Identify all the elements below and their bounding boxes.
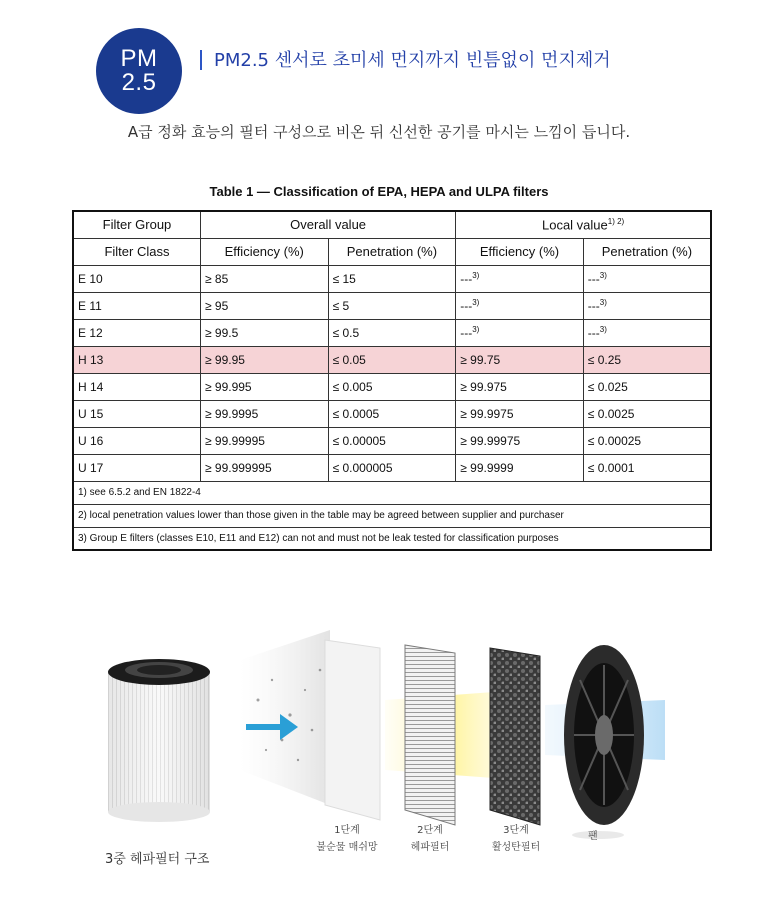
caption-stage1-name: 불순물 매쉬망 (316, 842, 378, 853)
table-note-row (73, 504, 711, 527)
table-row (73, 373, 711, 400)
cell-local-efficiency: ---$^{3)}$ (456, 292, 584, 319)
caption-fan: 팬 (588, 831, 598, 842)
table-row (73, 292, 711, 319)
caption-stage2 (400, 822, 460, 856)
header-local (456, 211, 711, 238)
headline-divider (200, 50, 202, 70)
dusty-air-stream (240, 630, 330, 805)
cell-class: E 11 (73, 292, 200, 319)
table-header-row (73, 211, 711, 238)
cell-overall-penetration: ≤ 0.005 (328, 373, 456, 400)
cell-overall-efficiency: ≥ 99.999995 (200, 454, 328, 481)
cell-local-penetration: ---$^{3)}$ (583, 265, 711, 292)
header-overall: Overall value (200, 211, 455, 238)
table-subheader-row (73, 238, 711, 265)
cell-overall-penetration: ≤ 0.0005 (328, 400, 456, 427)
cell-overall-efficiency: ≥ 99.5 (200, 319, 328, 346)
table-row (73, 319, 711, 346)
table-note-row (73, 527, 711, 550)
stage3-carbon-filter (490, 648, 540, 825)
cell-local-efficiency: ≥ 99.75 (456, 346, 584, 373)
cell-class: U 17 (73, 454, 200, 481)
stage1-mesh-filter (325, 640, 380, 820)
caption-triple-hepa: 3중 헤파필터 구조 (105, 852, 210, 867)
cell-class: H 13 (73, 346, 200, 373)
caption-stage3-title: 3단계 (503, 825, 529, 836)
cell-local-penetration: ≤ 0.0025 (583, 400, 711, 427)
caption-stage3 (484, 822, 548, 856)
cell-class: H 14 (73, 373, 200, 400)
cell-class: U 16 (73, 427, 200, 454)
header-filter-group: Filter Group (73, 211, 200, 238)
cell-overall-penetration: ≤ 0.000005 (328, 454, 456, 481)
header-local-penetration: Penetration (%) (583, 238, 711, 265)
filter-structure-illustration (0, 620, 758, 897)
header-local-sup: 1) 2) (607, 217, 625, 227)
table-note-row (73, 481, 711, 504)
cell-local-efficiency: ---$^{3)}$ (456, 319, 584, 346)
cell-overall-penetration: ≤ 0.00005 (328, 427, 456, 454)
caption-stage2-title: 2단계 (417, 825, 443, 836)
cell-overall-penetration: ≤ 0.5 (328, 319, 456, 346)
table-note: 3) Group E filters (classes E10, E11 and E12) can not and must not be leak tested for classification purposes (73, 527, 711, 550)
cell-local-efficiency: ≥ 99.975 (456, 373, 584, 400)
cell-local-efficiency: ---$^{3)}$ (456, 265, 584, 292)
header-filter-class: Filter Class (73, 238, 200, 265)
cell-local-efficiency: ≥ 99.99975 (456, 427, 584, 454)
cell-overall-efficiency: ≥ 99.99995 (200, 427, 328, 454)
header-overall-penetration: Penetration (%) (328, 238, 456, 265)
cell-local-penetration: ---$^{3)}$ (583, 292, 711, 319)
subline: A급 정화 효능의 필터 구성으로 비온 뒤 신선한 공기를 마시는 느낌이 듭니다. (127, 123, 631, 141)
cell-overall-penetration: ≤ 0.05 (328, 346, 456, 373)
header-overall-efficiency: Efficiency (%) (200, 238, 328, 265)
header-local-efficiency: Efficiency (%) (456, 238, 584, 265)
cell-local-efficiency: ≥ 99.9999 (456, 454, 584, 481)
headline: PM2.5 센서로 초미세 먼지까지 빈틈없이 먼지제거 (214, 50, 611, 71)
pm25-badge (96, 28, 182, 114)
cell-local-penetration: ≤ 0.025 (583, 373, 711, 400)
table-note: 1) see 6.5.2 and EN 1822-4 (73, 481, 711, 504)
cell-overall-penetration: ≤ 5 (328, 292, 456, 319)
badge-line2: 2.5 (121, 69, 157, 96)
caption-stage1-title: 1단계 (334, 825, 360, 836)
table-body (73, 265, 711, 481)
table-row (73, 400, 711, 427)
header-local-label: Local value (541, 217, 608, 233)
caption-stage1 (312, 822, 382, 856)
badge-line1: PM (120, 45, 158, 72)
cell-local-efficiency: ≥ 99.9975 (456, 400, 584, 427)
caption-stage3-name: 활성탄필터 (491, 842, 541, 853)
cell-overall-penetration: ≤ 15 (328, 265, 456, 292)
table-note: 2) local penetration values lower than those given in the table may be agreed between supplier and purchaser (73, 504, 711, 527)
cylinder-filter-image (108, 659, 210, 822)
stage2-hepa-filter (405, 645, 455, 825)
cell-overall-efficiency: ≥ 85 (200, 265, 328, 292)
cell-local-penetration: ---$^{3)}$ (583, 319, 711, 346)
caption-stage2-name: 헤파필터 (410, 842, 450, 853)
cell-class: E 12 (73, 319, 200, 346)
table-row (73, 346, 711, 373)
filter-classification-table (72, 210, 712, 551)
table-title: Table 1 — Classification of EPA, HEPA and ULPA filters (209, 184, 549, 199)
table-row (73, 427, 711, 454)
fan-image (564, 645, 644, 839)
cell-overall-efficiency: ≥ 99.995 (200, 373, 328, 400)
table-notes (73, 481, 711, 550)
cell-class: E 10 (73, 265, 200, 292)
cell-local-penetration: ≤ 0.00025 (583, 427, 711, 454)
cell-overall-efficiency: ≥ 95 (200, 292, 328, 319)
table-row (73, 454, 711, 481)
cell-class: U 15 (73, 400, 200, 427)
cell-local-penetration: ≤ 0.25 (583, 346, 711, 373)
cell-overall-efficiency: ≥ 99.95 (200, 346, 328, 373)
cell-overall-efficiency: ≥ 99.9995 (200, 400, 328, 427)
table-row (73, 265, 711, 292)
cell-local-penetration: ≤ 0.0001 (583, 454, 711, 481)
